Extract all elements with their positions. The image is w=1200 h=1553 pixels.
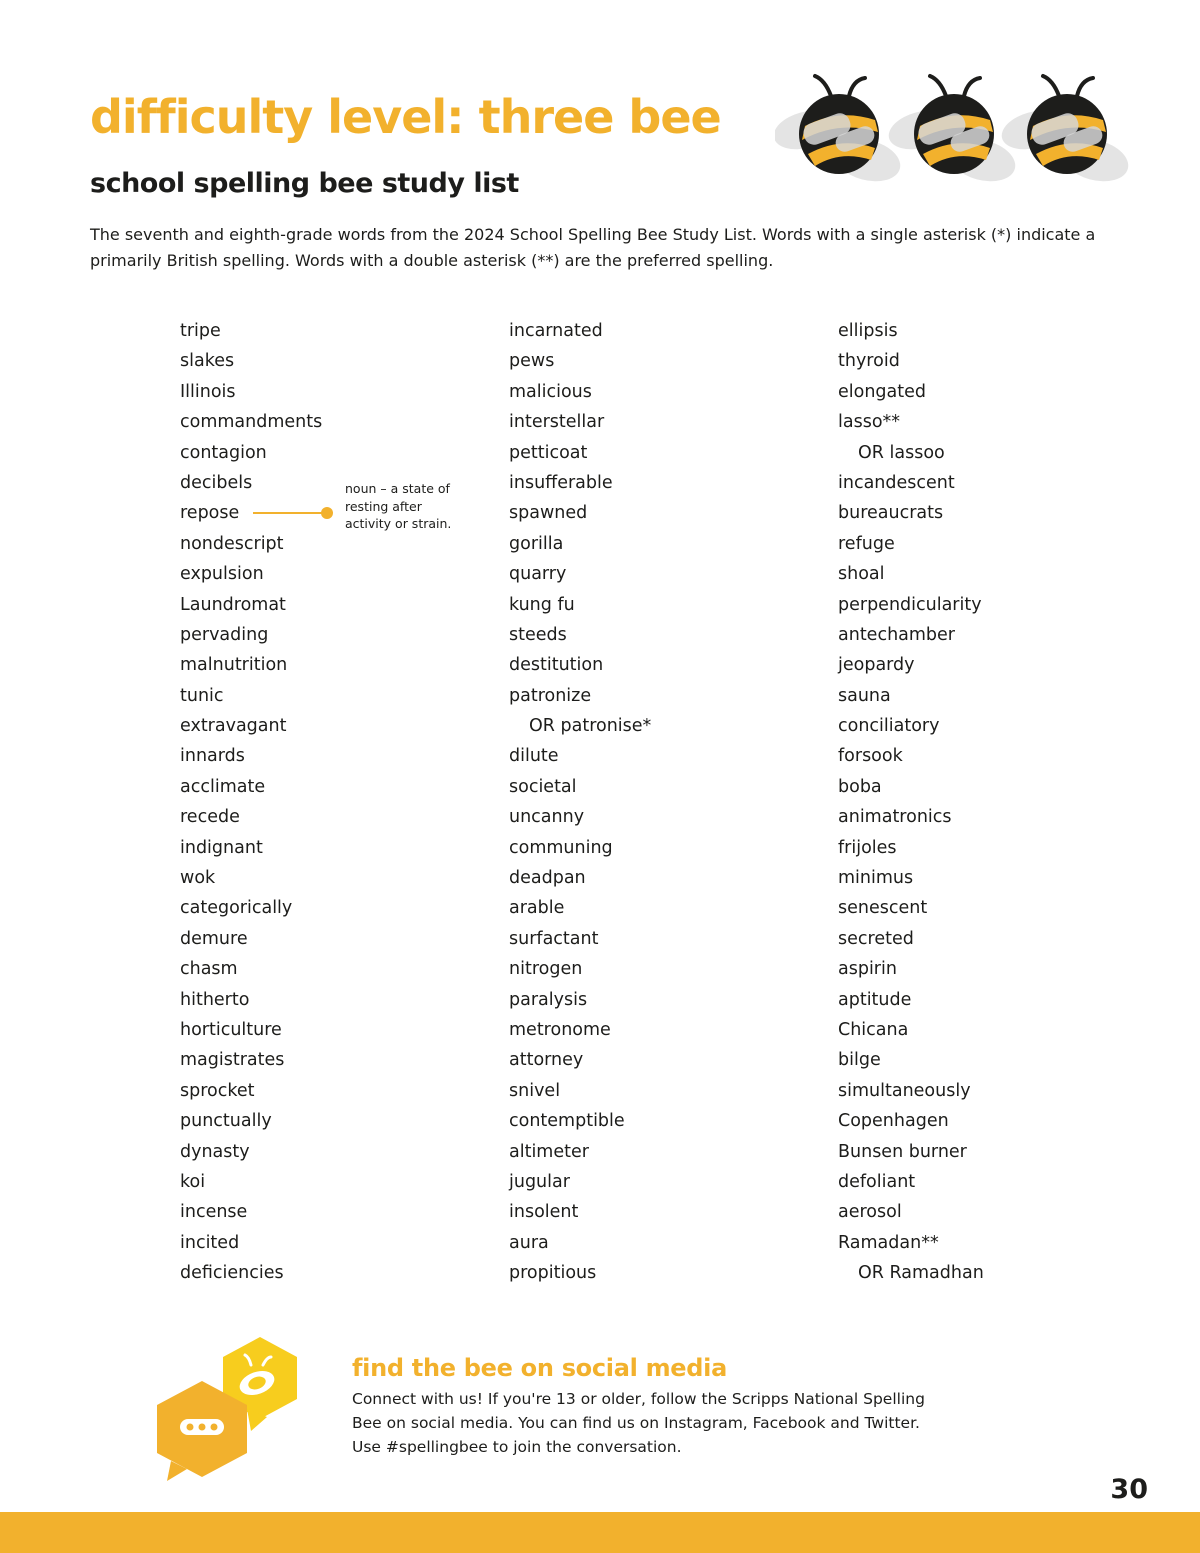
word-item: contagion bbox=[180, 442, 267, 463]
definition-dot bbox=[321, 507, 333, 519]
word-item: metronome bbox=[509, 1019, 611, 1040]
word-item: insufferable bbox=[509, 472, 613, 493]
word-item: animatronics bbox=[838, 807, 952, 828]
word-item: defoliant bbox=[838, 1171, 916, 1192]
word-item: aura bbox=[509, 1232, 549, 1253]
word-item: dynasty bbox=[180, 1141, 250, 1162]
word-item: incited bbox=[180, 1232, 240, 1253]
word-item: surfactant bbox=[509, 928, 599, 949]
word-item: petticoat bbox=[509, 442, 588, 463]
social-line: Bee on social media. You can find us on Instagram, Facebook and Twitter. bbox=[352, 1414, 920, 1432]
word-item: quarry bbox=[509, 564, 567, 585]
word-item: chasm bbox=[180, 959, 238, 980]
word-item: acclimate bbox=[180, 776, 266, 797]
word-item: magistrates bbox=[180, 1050, 285, 1071]
word-item: kung fu bbox=[509, 594, 575, 615]
word-item: tripe bbox=[180, 321, 221, 341]
word-item: snivel bbox=[509, 1080, 561, 1101]
definition-text: noun – a state of resting after activity or strain. bbox=[345, 481, 452, 531]
word-item: paralysis bbox=[509, 989, 588, 1010]
word-item: elongated bbox=[838, 381, 926, 402]
word-item: minimus bbox=[838, 868, 914, 889]
word-item: tunic bbox=[180, 685, 224, 706]
word-item: OR patronise* bbox=[529, 716, 652, 737]
word-item: repose bbox=[180, 503, 240, 524]
word-item: categorically bbox=[180, 898, 293, 919]
word-item: ellipsis bbox=[838, 321, 898, 341]
word-item: koi bbox=[180, 1171, 206, 1192]
word-item: innards bbox=[180, 746, 245, 767]
word-column-2 bbox=[509, 316, 651, 1289]
word-item: wok bbox=[180, 868, 216, 889]
word-item: forsook bbox=[838, 746, 903, 767]
word-item: bilge bbox=[838, 1050, 881, 1071]
word-item: decibels bbox=[180, 472, 253, 493]
word-item: Ramadan** bbox=[838, 1232, 939, 1253]
word-item: hitherto bbox=[180, 989, 250, 1010]
page-number: 30 bbox=[1110, 1474, 1148, 1505]
word-item: recede bbox=[180, 807, 240, 828]
definition-connector bbox=[253, 512, 325, 514]
word-item: steeds bbox=[509, 624, 567, 645]
word-item: attorney bbox=[509, 1050, 584, 1071]
word-item: jeopardy bbox=[838, 655, 915, 676]
word-item: thyroid bbox=[838, 351, 900, 372]
word-item: pervading bbox=[180, 624, 269, 645]
word-item: nondescript bbox=[180, 533, 284, 554]
word-item: incandescent bbox=[838, 472, 955, 493]
word-item: extravagant bbox=[180, 716, 287, 737]
word-item: jugular bbox=[509, 1171, 570, 1192]
page-title: difficulty level: three bee bbox=[90, 90, 721, 144]
word-item: interstellar bbox=[509, 412, 605, 433]
word-item: Copenhagen bbox=[838, 1111, 949, 1132]
intro-paragraph: The seventh and eighth-grade words from the 2024 School Spelling Bee Study List. Words with a single asterisk (*) indicate a primarily British spelling. Words with a double asterisk (**) are the preferred spelling. bbox=[90, 225, 1096, 270]
word-item: simultaneously bbox=[838, 1080, 971, 1101]
word-item: frijoles bbox=[838, 837, 897, 858]
word-item: sprocket bbox=[180, 1080, 255, 1101]
word-item: perpendicularity bbox=[838, 594, 982, 615]
word-item: aerosol bbox=[838, 1202, 902, 1223]
social-line: Use #spellingbee to join the conversation. bbox=[352, 1438, 682, 1456]
word-item: gorilla bbox=[509, 533, 564, 554]
word-item: aspirin bbox=[838, 959, 897, 980]
word-item: insolent bbox=[509, 1202, 579, 1223]
word-item: Bunsen burner bbox=[838, 1141, 967, 1162]
word-item: malicious bbox=[509, 381, 592, 402]
word-item: dilute bbox=[509, 746, 559, 767]
word-item: pews bbox=[509, 351, 555, 372]
word-item: indignant bbox=[180, 837, 263, 858]
word-item: communing bbox=[509, 837, 613, 858]
word-item: nitrogen bbox=[509, 959, 583, 980]
word-item: destitution bbox=[509, 655, 604, 676]
social-title: find the bee on social media bbox=[352, 1354, 727, 1382]
social-body bbox=[352, 1387, 992, 1459]
word-item: sauna bbox=[838, 685, 891, 706]
word-item: malnutrition bbox=[180, 655, 288, 676]
bee-icon bbox=[884, 76, 1020, 188]
bee-icon bbox=[775, 76, 905, 188]
page-subtitle: school spelling bee study list bbox=[90, 168, 519, 199]
word-item: Laundromat bbox=[180, 594, 286, 615]
word-item: arable bbox=[509, 898, 565, 919]
bee-icons bbox=[775, 68, 1145, 190]
word-item: horticulture bbox=[180, 1019, 282, 1040]
word-column-1 bbox=[180, 316, 322, 1289]
word-item: slakes bbox=[180, 351, 235, 372]
word-item: OR Ramadhan bbox=[858, 1263, 984, 1284]
word-item: refuge bbox=[838, 533, 895, 554]
word-item: deadpan bbox=[509, 868, 586, 889]
chat-bubbles-icon bbox=[155, 1335, 305, 1485]
word-item: altimeter bbox=[509, 1141, 589, 1162]
word-item: punctually bbox=[180, 1111, 272, 1132]
word-item: incense bbox=[180, 1202, 248, 1223]
word-item: antechamber bbox=[838, 624, 955, 645]
word-item: Chicana bbox=[838, 1019, 909, 1040]
word-item: secreted bbox=[838, 928, 914, 949]
bee-icon bbox=[997, 76, 1133, 188]
word-item: spawned bbox=[509, 503, 588, 524]
word-column-3 bbox=[838, 316, 984, 1289]
word-item: shoal bbox=[838, 564, 885, 585]
word-item: Illinois bbox=[180, 381, 236, 402]
word-item: societal bbox=[509, 776, 577, 797]
word-item: demure bbox=[180, 928, 248, 949]
word-item: senescent bbox=[838, 898, 928, 919]
word-item: conciliatory bbox=[838, 716, 940, 737]
word-item: contemptible bbox=[509, 1111, 625, 1132]
word-item: propitious bbox=[509, 1263, 597, 1284]
word-item: incarnated bbox=[509, 321, 603, 341]
word-item: commandments bbox=[180, 412, 323, 433]
word-item: patronize bbox=[509, 685, 592, 706]
word-item: bureaucrats bbox=[838, 503, 944, 524]
word-item: boba bbox=[838, 776, 882, 797]
word-item: OR lassoo bbox=[858, 442, 945, 463]
footer-bar bbox=[0, 1512, 1200, 1553]
word-item: aptitude bbox=[838, 989, 912, 1010]
word-item: expulsion bbox=[180, 564, 264, 585]
word-item: uncanny bbox=[509, 807, 585, 828]
word-item: deficiencies bbox=[180, 1263, 284, 1284]
word-item: lasso** bbox=[838, 412, 901, 433]
social-line: Connect with us! If you're 13 or older, follow the Scripps National Spelling bbox=[352, 1390, 925, 1408]
